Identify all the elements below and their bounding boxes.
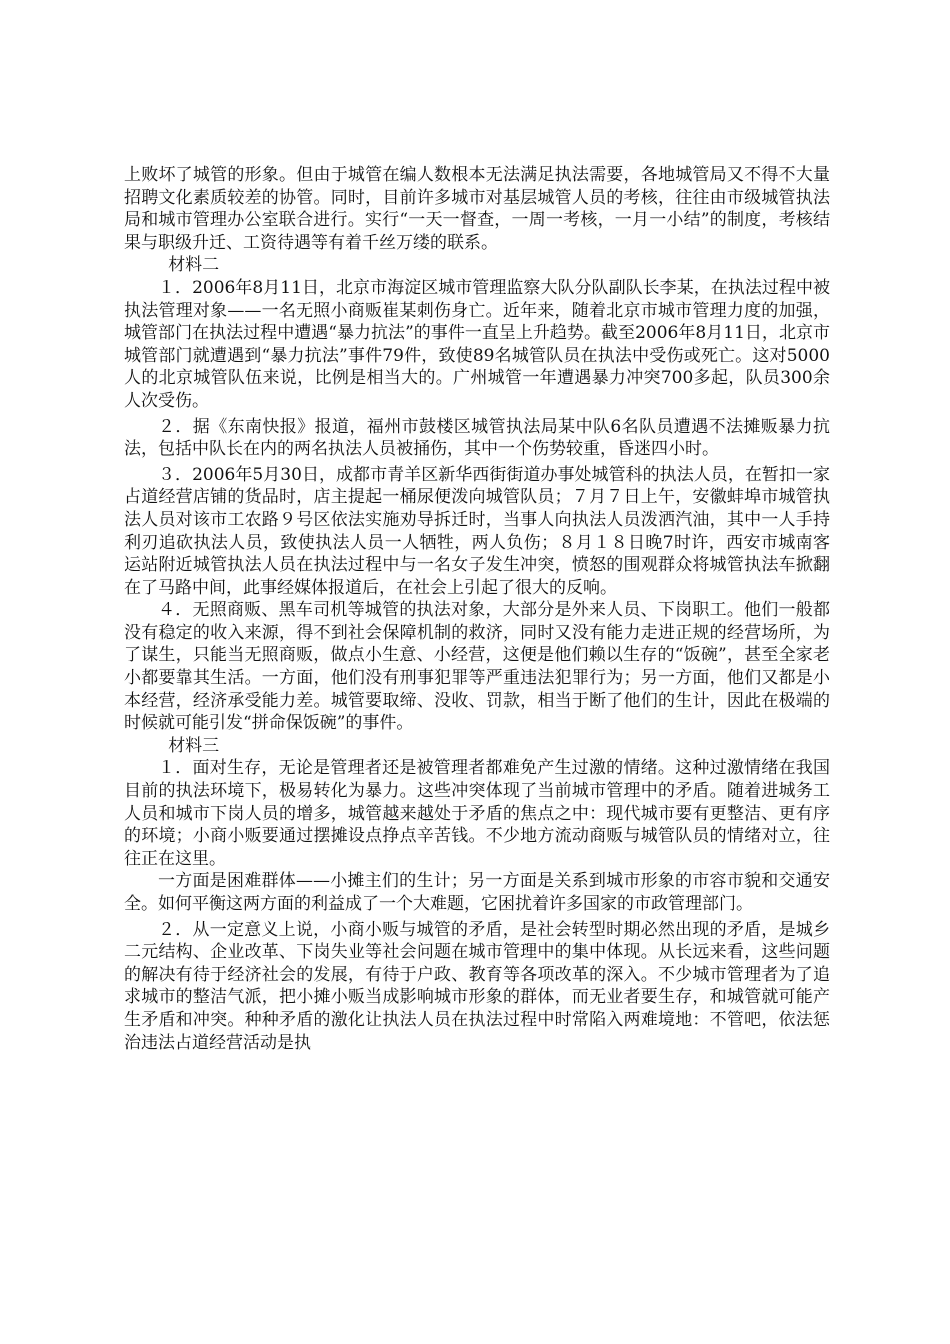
section-heading-material-2: 材料二 [168, 255, 220, 276]
paragraph-continuation: 上败坏了城管的形象。但由于城管在编人数根本无法满足执法需要，各地城管局又不得不大量招聘文化素质较差的协管。同时，目前许多城市对基层城管人员的考核，往往由市级城管执法局和城市管理办公室联合进行。实行“一天一督查，一周一考核，一月一小结”的制度，考核结果与职级升迁、工资待遇等有着千丝万缕的联系。 [124, 165, 830, 253]
section-heading-material-3: 材料三 [168, 735, 220, 756]
paragraph-m3-item-2: ２．从一定意义上说，小商小贩与城管的矛盾，是社会转型时期必然出现的矛盾，是城乡二元结构、企业改革、下岗失业等社会问题在城市管理中的集中体现。从长远来看，这些问题的解决有待于经济社会的发展，有待于户政、教育等各项改革的深入。不少城市管理者为了追求城市的整洁气派，把小摊小贩当成影响城市形象的群体，而无业者要生存，和城管就可能产生矛盾和冲突。种种矛盾的激化让执法人员在执法过程中时常陷入两难境地：不管吧，依法惩治违法占道经营活动是执 [124, 919, 830, 1053]
paragraph-m2-item-1: １．2006年8月11日，北京市海淀区城市管理监察大队分队副队长李某，在执法过程中被执法管理对象——一名无照小商贩崔某刺伤身亡。近年来，随着北京市城市管理力度的加强，城管部门在执法过程中遭遇“暴力抗法”的事件一直呈上升趋势。截至2006年8月11日，北京市城管部门就遭遇到“暴力抗法”事件79件，致使89名城管队员在执法中受伤或死亡。这对5000人的北京城管队伍来说，比例是相当大的。广州城管一年遭遇暴力冲突700多起，队员300余人次受伤。 [124, 277, 830, 411]
paragraph-m3-item-1-cont: 一方面是困难群体——小摊主们的生计；另一方面是关系到城市形象的市容市貌和交通安全。如何平衡这两方面的利益成了一个大难题，它困扰着许多国家的市政管理部门。 [124, 871, 830, 914]
document-body [124, 164, 830, 1054]
paragraph-m3-item-1: １．面对生存，无论是管理者还是被管理者都难免产生过激的情绪。这种过激情绪在我国目前的执法环境下，极易转化为暴力。这些冲突体现了当前城市管理中的矛盾。随着进城务工人员和城市下岗人员的增多，城管越来越处于矛盾的焦点之中：现代城市要有更整洁、更有序的环境；小商小贩要通过摆摊设点挣点辛苦钱。不少地方流动商贩与城管队员的情绪对立，往往正在这里。 [124, 758, 830, 869]
paragraph-m2-item-2: ２．据《东南快报》报道，福州市鼓楼区城管执法局某中队6名队员遭遇不法摊贩暴力抗法，包括中队长在内的两名执法人员被捅伤，其中一个伤势较重，昏迷四小时。 [124, 416, 830, 460]
paragraph-m2-item-4: ４．无照商贩、黑车司机等城管的执法对象，大部分是外来人员、下岗职工。他们一般都没有稳定的收入来源，得不到社会保障机制的救济，同时又没有能力走进正规的经营场所，为了谋生，只能当无照商贩，做点小生意、小经营，这便是他们赖以生存的“饭碗”，甚至全家老小都要靠其生活。一方面，他们没有刑事犯罪等严重违法犯罪行为；另一方面，他们又都是小本经营，经济承受能力差。城管要取缔、没收、罚款，相当于断了他们的生计，因此在极端的时候就可能引发“拼命保饭碗”的事件。 [124, 600, 830, 734]
paragraph-m2-item-3: ３．2006年5月30日，成都市青羊区新华西街街道办事处城管科的执法人员，在暂扣一家占道经营店铺的货品时，店主提起一桶尿便泼向城管队员；７月７日上午，安徽蚌埠市城管执法人员对该市工农路９号区依法实施劝导拆迁时，当事人向执法人员泼洒汽油，其中一人手持利刃追砍执法人员，致使执法人员一人牺牲，两人负伤；８月１８日晚7时许，西安市城南客运站附近城管执法人员在执法过程中与一名女子发生冲突，愤怒的围观群众将城管执法车掀翻在了马路中间，此事经媒体报道后，在社会上引起了很大的反响。 [124, 464, 830, 598]
